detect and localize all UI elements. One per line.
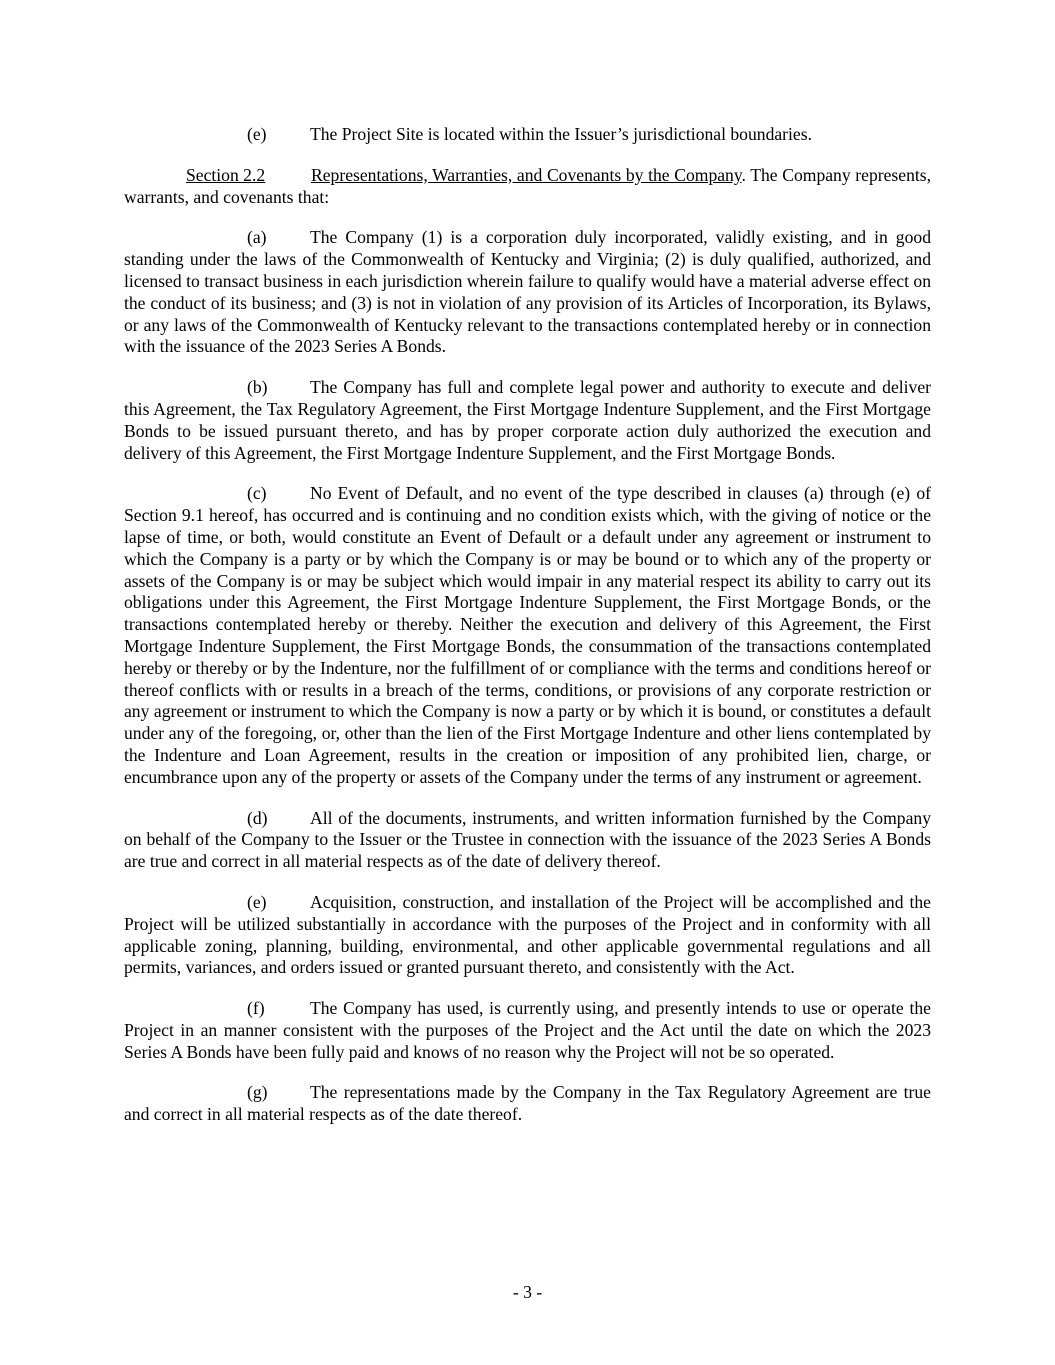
paragraph-d <box>124 808 931 873</box>
paragraph-b <box>124 377 931 464</box>
section-number: Section 2.2 <box>186 164 266 185</box>
section-heading: Representations, Warranties, and Covenants by the Company <box>311 164 742 185</box>
paragraph-text: The Project Site is located within the Issuer’s jurisdictional boundaries. <box>310 124 812 144</box>
item-label: (e) <box>247 891 267 912</box>
paragraph-text: Acquisition, construction, and installation of the Project will be accomplished and the Project will be utilized substantially in accordance with the purposes of the Project and in conformity with all applicable zoning, planning, building, environmental, and other applicable governmental regulations and all permits, variances, and orders issued or granted pursuant thereto, and consistently with the Act. <box>124 891 931 978</box>
paragraph-text: All of the documents, instruments, and written information furnished by the Company on behalf of the Company to the Issuer or the Trustee in connection with the issuance of the 2023 Series A Bonds are true and correct in all material respects as of the date of delivery thereof. <box>124 807 931 872</box>
item-label: (f) <box>247 998 265 1019</box>
paragraph-text: The Company (1) is a corporation duly incorporated, validly existing, and in good standing under the laws of the Commonwealth of Kentucky and Virginia; (2) is duly qualified, authorized, and licensed to transact business in each jurisdiction wherein failure to qualify would have a material adverse effect on the conduct of its business; and (3) is not in violation of any provision of its Articles of Incorporation, its Bylaws, or any laws of the Commonwealth of Kentucky relevant to the transactions contemplated hereby or in connection with the issuance of the 2023 Series A Bonds. <box>124 227 931 357</box>
paragraph-a <box>124 227 931 358</box>
item-label: (g) <box>247 1082 268 1103</box>
paragraph-text: The representations made by the Company in the Tax Regulatory Agreement are true and correct in all material respects as of the date thereof. <box>124 1082 931 1125</box>
paragraph-f <box>124 998 931 1063</box>
item-label: (d) <box>247 807 268 828</box>
document-page <box>124 124 931 1126</box>
section-intro: . The Company represents, warrants, and covenants that: <box>124 164 932 207</box>
paragraph-text: The Company has full and complete legal power and authority to execute and deliver this Agreement, the Tax Regulatory Agreement, the First Mortgage Indenture Supplement, and the First Mortgage Bonds to be issued pursuant thereto, and has by proper corporate action duly authorized the execution and delivery of this Agreement, the First Mortgage Indenture Supplement, and the First Mortgage Bonds. <box>124 377 931 463</box>
paragraph-text: The Company has used, is currently using, and presently intends to use or operate the Project in an manner consistent with the purposes of the Project and the Act until the date on which the 2023 Series A Bonds have been fully paid and knows of no reason why the Project will not be so operated. <box>124 998 931 1062</box>
paragraph-e-project-site <box>124 124 931 146</box>
section-heading-paragraph <box>124 165 931 209</box>
paragraph-g <box>124 1082 931 1126</box>
page-number: - 3 - <box>512 1282 543 1302</box>
item-label: (a) <box>247 227 267 248</box>
item-label: (b) <box>247 377 268 398</box>
item-label: (c) <box>247 483 267 504</box>
paragraph-text: No Event of Default, and no event of the type described in clauses (a) through (e) of Section 9.1 hereof, has occurred and is continuing and no condition exists which, with the giving of notice or the lapse of time, or both, would constitute an Event of Default or a default under any agreement or instrument to which the Company is a party or by which the Company is or may be bound or to which any of the property or assets of the Company is or may be subject which would impair in any material respect its ability to carry out its obligations under this Agreement, the First Mortgage Indenture Supplement, the First Mortgage Bonds, or the transactions contemplated hereby or thereby. Neither the execution and delivery of this Agreement, the First Mortgage Indenture Supplement, the First Mortgage Bonds, the consummation of the transactions contemplated hereby or thereby or by the Indenture, nor the fulfillment of or compliance with the terms and conditions hereof or thereof conflicts with or results in a breach of the terms, conditions, or provisions of any corporate restriction or any agreement or instrument to which the Company is now a party or by which it is bound, or constitutes a default under any of the foregoing, or, other than the lien of the First Mortgage Indenture and other liens contemplated by the Indenture and Loan Agreement, results in the creation or imposition of any prohibited lien, charge, or encumbrance upon any of the property or assets of the Company under the terms of any instrument or agreement. <box>124 483 931 787</box>
item-label: (e) <box>247 124 267 144</box>
paragraph-e <box>124 892 931 979</box>
paragraph-c <box>124 483 931 788</box>
